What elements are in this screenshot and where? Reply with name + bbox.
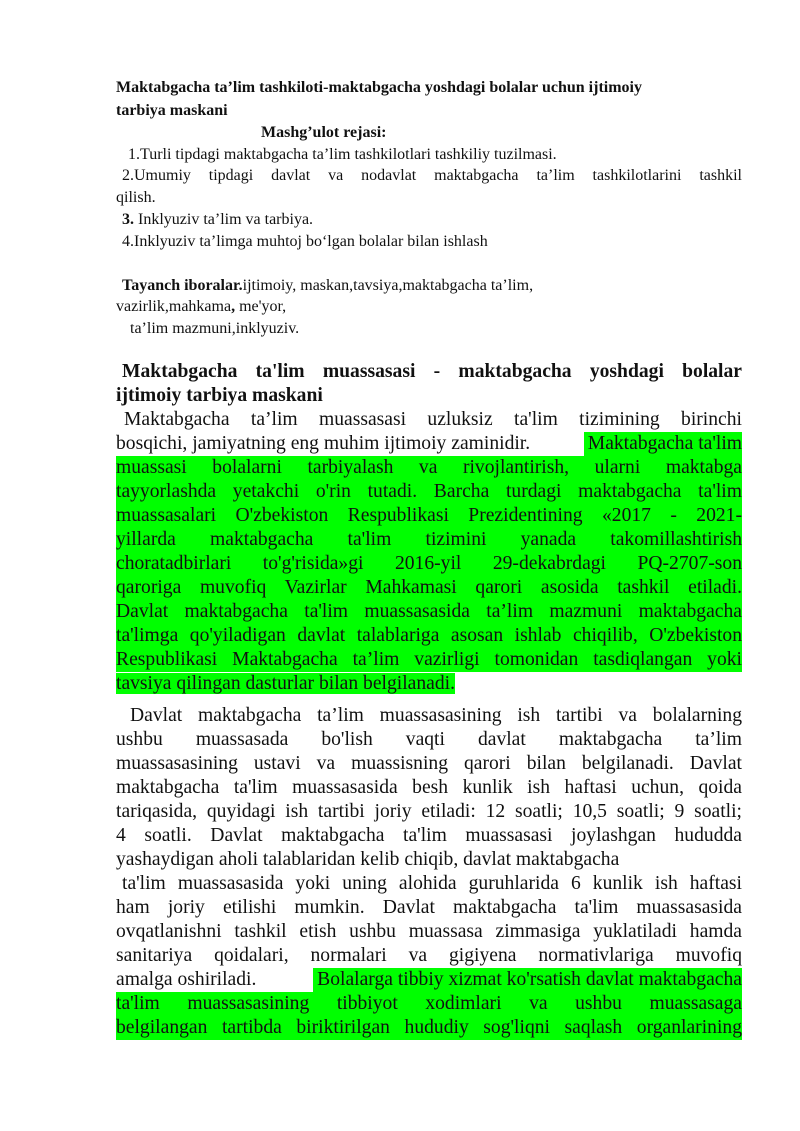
plan-item-3 — [122, 209, 313, 231]
plan-item-2-line1: 2.Umumiy tipdagi davlat va nodavlat maktabgacha ta’lim tashkilotlarini tashkil — [122, 167, 742, 184]
keywords-text-1: ijtimoiy, maskan,tavsiya,maktabgacha ta’lim, — [242, 277, 534, 294]
para1-line12 — [116, 672, 455, 696]
para2-line2: ushbu muassasada bo'lish vaqti davlat maktabgacha ta’lim — [116, 729, 742, 750]
keywords-line1 — [122, 275, 533, 297]
para2-line3: muassasasining ustavi va muassisning qarori bilan belgilanadi. Davlat — [116, 753, 742, 774]
para2-line7: yashaydigan aholi talablaridan kelib chiqib, davlat maktabgacha — [116, 849, 620, 870]
document-title-line2: tarbiya maskani — [116, 102, 228, 119]
keywords-line2 — [116, 296, 286, 318]
keywords-text-2a: vazirlik,mahkama — [116, 298, 232, 315]
para1-line10: ta'limga qo'yiladigan davlat talablariga asosan ishlab chiqilib, O'zbekiston — [116, 625, 742, 646]
keywords-comma: , — [231, 298, 236, 315]
para1-line2-highlight: Maktabgacha ta'lim — [584, 432, 742, 456]
para2-line12 — [116, 968, 742, 992]
plan-heading: Mashg’ulot rejasi: — [261, 124, 387, 141]
para1-line7: choratadbirlari to'g'risida»gi 2016-yil 29-dekabrdagi PQ-2707-son — [116, 553, 742, 574]
plan-item-1: 1.Turli tipdagi maktabgacha ta’lim tashkilotlari tashkiliy tuzilmasi. — [128, 146, 557, 163]
para1-line2 — [116, 432, 742, 456]
para2-line4: maktabgacha ta'lim muassasasida besh kunlik ish haftasi uchun, qoida — [116, 777, 742, 798]
keywords-line3: ta’lim mazmuni,inklyuziv. — [130, 320, 300, 337]
para1-line12-highlight: tavsiya qilingan dasturlar bilan belgilanadi. — [116, 673, 455, 694]
para2-line10: ovqatlanishni tashkil etish ushbu muassasa zimmasiga yuklatiladi hamda — [116, 921, 742, 942]
para1-line11: Respublikasi Maktabgacha ta’lim vazirligi tomonidan tasdiqlangan yoki — [116, 649, 742, 670]
plan-item-4: 4.Inklyuziv ta’limga muhtoj bo‘lgan bolalar bilan ishlash — [122, 233, 488, 250]
para1-line3: muassasi bolalarni tarbiyalash va rivojlantirish, ularni maktabga — [116, 457, 742, 478]
para2-line12-plain: amalga oshiriladi. — [116, 969, 257, 990]
keywords-text-2b: me'yor, — [235, 298, 287, 315]
para1-line1: Maktabgacha ta’lim muassasasi uzluksiz ta'lim tizimining birinchi — [124, 409, 742, 430]
para2-line14: belgilangan tartibda biriktirilgan hududiy sog'liqni saqlash organlarining — [116, 1017, 742, 1038]
para1-line4: tayyorlashda yetakchi o'rin tutadi. Barcha turdagi maktabgacha ta'lim — [116, 481, 742, 502]
para2-line12-highlight: Bolalarga tibbiy xizmat ko'rsatish davlat maktabgacha — [313, 968, 742, 992]
document-title-line1: Maktabgacha ta’lim tashkiloti-maktabgacha yoshdagi bolalar uchun ijtimoiy — [116, 79, 642, 96]
para1-line8: qaroriga muvofiq Vazirlar Mahkamasi qarori asosida tashkil etiladi. — [116, 577, 742, 598]
section-title-line1: Maktabgacha ta'lim muassasasi - maktabgacha yoshdagi bolalar — [122, 361, 742, 382]
section-title-line2: ijtimoiy tarbiya maskani — [116, 385, 323, 406]
plan-item-2-line2: qilish. — [116, 189, 156, 206]
para2-line13: ta'lim muassasasining tibbiyot xodimlari va ushbu muassasaga — [116, 993, 742, 1014]
plan-item-3-number: 3. — [122, 211, 134, 228]
para2-line6: 4 soatli. Davlat maktabgacha ta'lim muassasasi joylashgan hududda — [116, 825, 742, 846]
para2-line1: Davlat maktabgacha ta’lim muassasasining ish tartibi va bolalarning — [130, 705, 742, 726]
para1-line9: Davlat maktabgacha ta'lim muassasasida ta’lim mazmuni maktabgacha — [116, 601, 742, 622]
para2-line9: ham joriy etilishi mumkin. Davlat maktabgacha ta'lim muassasasida — [116, 897, 742, 918]
para2-line5: tariqasida, quyidagi ish tartibi joriy etiladi: 12 soatli; 10,5 soatli; 9 soatli; — [116, 801, 742, 822]
para1-line5: muassasalari O'zbekiston Respublikasi Prezidentining «2017 - 2021- — [116, 505, 742, 526]
para1-line6: yillarda maktabgacha ta'lim tizimini yanada takomillashtirish — [116, 529, 742, 550]
plan-item-3-text: Inklyuziv ta’lim va tarbiya. — [134, 211, 314, 228]
keywords-label: Tayanch iboralar. — [122, 277, 243, 294]
para2-line11: sanitariya qoidalari, normalari va gigiyena normativlariga muvofiq — [116, 945, 742, 966]
para1-line2-plain: bosqichi, jamiyatning eng muhim ijtimoiy zaminidir. — [116, 433, 531, 454]
para2-line8: ta'lim muassasasida yoki uning alohida guruhlarida 6 kunlik ish haftasi — [122, 873, 742, 894]
